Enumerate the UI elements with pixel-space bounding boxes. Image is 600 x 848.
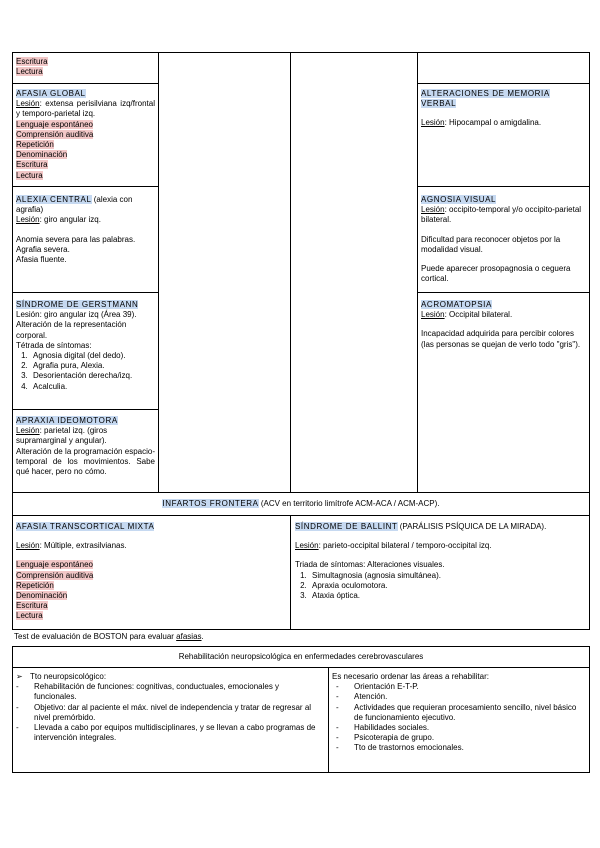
rehab-right-head: Es necesario ordenar las áreas a rehabilitar: — [332, 672, 489, 681]
rehab-right-item: Orientación E-T-P. — [354, 682, 419, 692]
global-lesion-label: Lesión — [16, 99, 40, 109]
global-item: Repetición — [16, 140, 54, 150]
top-cell-content — [13, 55, 158, 79]
ballint-title-extra: (PARÁLISIS PSÍQUICA DE LA MIRADA). — [397, 522, 547, 531]
ballint-item: 2. Apraxia oculomotora. — [309, 581, 585, 591]
rehab-left-head: Tto neuropsicológico: — [30, 672, 107, 681]
ballint-lesion-label: Lesión — [295, 541, 319, 551]
agnosia-p2: Puede aparecer prosopagnosia o ceguera cortical. — [421, 264, 571, 284]
agnosia-lesion-label: Lesión — [421, 205, 445, 215]
ballint-item: 3. Ataxia óptica. — [309, 591, 585, 601]
acromatopsia-lesion-text: : Occipital bilateral. — [444, 310, 513, 320]
boston-link: afasias — [176, 632, 202, 641]
global-lesion-text: : extensa perisilviana izq/frontal y temporo-parietal izq. — [16, 99, 155, 119]
apraxia-title: APRAXIA IDEOMOTORA — [16, 416, 118, 425]
ballint-lesion-text: : parieto-occipital bilateral / temporo-occipital izq. — [318, 541, 492, 551]
agnosia-content — [418, 193, 588, 286]
ballint-item: 1. Simultagnosia (agnosia simultánea). — [309, 571, 585, 581]
alexia-title-extra: (alexia con agrafia) — [16, 195, 133, 215]
alexia-line: Afasia fluente. — [16, 255, 67, 265]
gerstmann-item: 3. Desorientación derecha/izq. — [30, 371, 155, 381]
global-title: AFASIA GLOBAL — [16, 89, 86, 98]
transcortical-item: Repetición — [16, 580, 54, 590]
rehab-left-item: Objetivo: dar al paciente el máx. nivel de independencia y tratar de regresar al nivel premórbido. — [34, 702, 312, 722]
transcortical-title: AFASIA TRANSCORTICAL MIXTA — [16, 522, 155, 531]
global-item: Denominación — [16, 150, 68, 160]
transcortical-item: Escritura — [16, 601, 48, 611]
ballint-content — [292, 520, 588, 603]
agnosia-p1: Dificultad para reconocer objetos por la modalidad visual. — [421, 234, 561, 254]
global-item: Escritura — [16, 160, 48, 170]
rehab-right-item: Atención. — [354, 692, 388, 702]
boston-end: . — [201, 632, 204, 641]
rehab-left-content: ➢ Tto neuropsicológico: - Rehabilitación de funciones: cognitivas, conductuales, emocionales y funcionales. - Objetivo: dar al paciente el máx. nivel de independencia y tratar de regresar al nivel premórbido. - Llevada a cabo por equipos multidisciplinares, y se llevan a cabo programas de intervención integrales. — [16, 672, 322, 743]
alexia-content — [13, 193, 158, 267]
infartos-title: INFARTOS FRONTERA — [162, 499, 259, 508]
alexia-lesion-label: Lesión — [16, 215, 40, 225]
alexia-line: Anomia severa para las palabras. — [16, 234, 136, 244]
right-top-cell — [417, 52, 590, 84]
arrow-bullet-icon: ➢ — [16, 672, 23, 681]
agnosia-lesion-text: : occipito-temporal y/o occipito-parietal bilateral. — [421, 205, 582, 225]
alexia-line: Agrafia severa. — [16, 244, 70, 254]
infartos-content — [12, 499, 590, 509]
gerstmann-item: 4. Acalculia. — [30, 382, 155, 392]
rehab-right-content: Es necesario ordenar las áreas a rehabilitar: - Orientación E-T-P. - Atención. - Actividades que requieran procesamiento sencillo, nivel básico de funcionamiento ejecutivo. - Habilidades sociales. - Psicoterapia de grupo. - Tto de trastornos emocionales. — [332, 672, 586, 754]
ballint-list — [295, 571, 585, 602]
acromatopsia-lesion-label: Lesión — [421, 310, 445, 320]
memory-lesion-text: : Hipocampal o amigdalina. — [444, 118, 542, 128]
acromatopsia-content — [418, 298, 588, 352]
apraxia-lesion-text: : parietal izq. (giros supramarginal y angular). — [16, 426, 108, 446]
gerstmann-content — [13, 298, 158, 394]
gerstmann-title: SÍNDROME DE GERSTMANN — [16, 300, 139, 309]
rehab-left-item: Llevada a cabo por equipos multidisciplinares, y se llevan a cabo programas de intervención integrales. — [34, 723, 316, 743]
ballint-title: SÍNDROME DE BALLINT — [295, 522, 398, 531]
ballint-triad: Triada de síntomas: Alteraciones visuales. — [295, 560, 445, 570]
gerstmann-alteration: Alteración de la representación corporal. — [16, 320, 127, 340]
rehab-right-item: Habilidades sociales. — [354, 723, 430, 733]
rehab-right-item: Actividades que requieran procesamiento sencillo, nivel básico de funcionamiento ejecutivo. — [354, 702, 577, 722]
alexia-lesion-text: : giro angular izq. — [39, 215, 101, 225]
rehab-right-item: Tto de trastornos emocionales. — [354, 743, 464, 753]
gerstmann-tetrad: Tétrada de síntomas: — [16, 340, 92, 350]
gerstmann-list — [16, 351, 155, 392]
transcortical-lesion-label: Lesión — [16, 541, 40, 551]
boston-line — [14, 632, 584, 642]
global-item: Lectura — [16, 170, 43, 180]
acromatopsia-p1: Incapacidad adquirida para percibir colores (las personas se quejan de verlo todo "gris"). — [421, 329, 581, 349]
top-item-writing: Escritura — [16, 57, 48, 66]
rehab-left-item: Rehabilitación de funciones: cognitivas, conductuales, emocionales y funcionales. — [34, 682, 280, 702]
rehab-title: Rehabilitación neuropsicológica en enfermedades cerebrovasculares — [178, 652, 424, 661]
top-item-reading: Lectura — [16, 67, 43, 77]
middle-right-column — [290, 52, 418, 493]
transcortical-lesion-text: : Múltiple, extrasilvianas. — [39, 541, 127, 551]
middle-left-column — [158, 52, 291, 493]
global-item: Comprensión auditiva — [16, 129, 94, 139]
infartos-text: (ACV en territorio limítrofe ACM-ACA / ACM-ACP). — [258, 499, 440, 508]
gerstmann-lesion: Lesión: giro angular izq (Área 39). — [16, 310, 137, 320]
apraxia-lesion-label: Lesión — [16, 426, 40, 436]
gerstmann-item: 2. Agrafia pura, Alexia. — [30, 361, 155, 371]
global-item: Lenguaje espontáneo — [16, 119, 93, 129]
boston-text: Test de evaluación de BOSTON para evaluar — [14, 632, 177, 641]
global-content — [13, 87, 158, 183]
apraxia-p1: Alteración de la programación espacio-temporal de los movimientos. Sabe qué hacer, pero no cómo. — [16, 446, 155, 477]
agnosia-title: AGNOSIA VISUAL — [421, 195, 497, 204]
transcortical-content — [13, 520, 288, 624]
transcortical-item: Lenguaje espontáneo — [16, 560, 93, 570]
acromatopsia-title: ACROMATOPSIA — [421, 300, 492, 309]
memory-content — [418, 87, 588, 131]
alexia-title: ALEXIA CENTRAL — [16, 195, 92, 204]
transcortical-item: Denominación — [16, 591, 68, 601]
apraxia-content — [13, 414, 158, 479]
memory-title: ALTERACIONES DE MEMORIA VERBAL — [421, 89, 550, 109]
rehab-right-item: Psicoterapia de grupo. — [354, 733, 435, 743]
transcortical-item: Comprensión auditiva — [16, 570, 94, 580]
memory-lesion-label: Lesión — [421, 118, 445, 128]
transcortical-item: Lectura — [16, 611, 43, 621]
gerstmann-item: 1. Agnosia digital (del dedo). — [30, 351, 155, 361]
